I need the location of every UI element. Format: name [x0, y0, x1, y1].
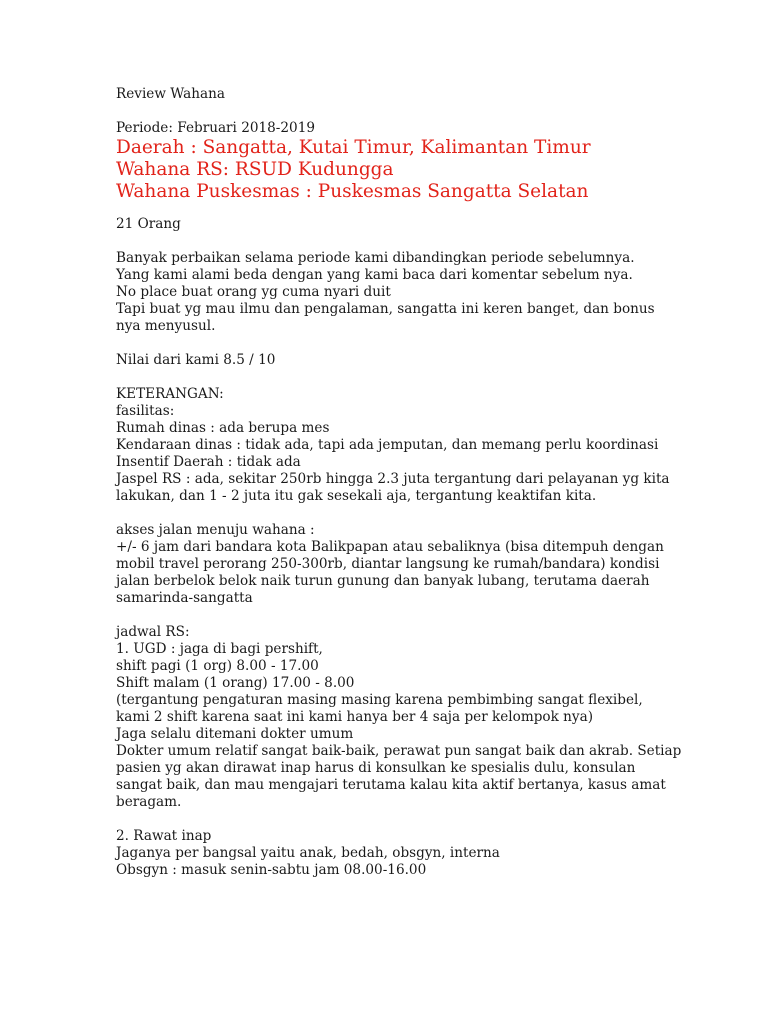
daerah-line: Daerah : Sangatta, Kutai Timur, Kalimantan Timur	[116, 137, 591, 158]
document-body	[116, 86, 716, 879]
text-line: jalan berbelok belok naik turun gunung dan banyak lubang, terutama daerah	[116, 573, 650, 589]
periode-line: Periode: Februari 2018-2019	[116, 120, 316, 136]
text-line: Shift malam (1 orang) 17.00 - 8.00	[116, 675, 355, 691]
jumlah-line: 21 Orang	[116, 216, 181, 232]
text-line: shift pagi (1 org) 8.00 - 17.00	[116, 658, 319, 674]
text-line: Jaspel RS : ada, sekitar 250rb hingga 2.3 juta tergantung dari pelayanan yg kita	[116, 471, 670, 487]
wahana-rs-line: Wahana RS: RSUD Kudungga	[116, 159, 394, 180]
text-line: Obsgyn : masuk senin-sabtu jam 08.00-16.00	[116, 862, 427, 878]
text-line: +/- 6 jam dari bandara kota Balikpapan atau sebaliknya (bisa ditempuh dengan	[116, 539, 664, 555]
section-keterangan	[116, 386, 716, 505]
text-line: lakukan, dan 1 - 2 juta itu gak sesekali aja, tergantung keaktifan kita.	[116, 488, 597, 504]
text-line: samarinda-sangatta	[116, 590, 253, 606]
wahana-puskesmas-line: Wahana Puskesmas : Puskesmas Sangatta Selatan	[116, 181, 589, 202]
text-line: Insentif Daerah : tidak ada	[116, 454, 301, 470]
nilai-line: Nilai dari kami 8.5 / 10	[116, 352, 276, 368]
paragraph-perbaikan	[116, 250, 716, 335]
text-line: 1. UGD : jaga di bagi pershift,	[116, 641, 323, 657]
section-rawat-inap	[116, 828, 716, 879]
text-line: Dokter umum relatif sangat baik-baik, perawat pun sangat baik dan akrab. Setiap	[116, 743, 682, 759]
text-line: sangat baik, dan mau mengajari terutama kalau kita aktif bertanya, kasus amat	[116, 777, 666, 793]
section-heading: KETERANGAN:	[116, 386, 224, 402]
section-jadwal	[116, 624, 716, 811]
text-line: (tergantung pengaturan masing masing karena pembimbing sangat flexibel,	[116, 692, 643, 708]
section-heading: jadwal RS:	[116, 624, 190, 640]
text-line: No place buat orang yg cuma nyari duit	[116, 284, 391, 300]
text-line: Banyak perbaikan selama periode kami dibandingkan periode sebelumnya.	[116, 250, 635, 266]
document-title: Review Wahana	[116, 86, 225, 102]
text-line: Jaganya per bangsal yaitu anak, bedah, obsgyn, interna	[116, 845, 500, 861]
text-line: kami 2 shift karena saat ini kami hanya ber 4 saja per kelompok nya)	[116, 709, 594, 725]
text-line: nya menyusul.	[116, 318, 216, 334]
text-line: Tapi buat yg mau ilmu dan pengalaman, sangatta ini keren banget, dan bonus	[116, 301, 655, 317]
text-line: Rumah dinas : ada berupa mes	[116, 420, 330, 436]
text-line: beragam.	[116, 794, 182, 810]
section-akses	[116, 522, 716, 607]
text-line: fasilitas:	[116, 403, 175, 419]
section-heading: 2. Rawat inap	[116, 828, 212, 844]
text-line: mobil travel perorang 250-300rb, diantar langsung ke rumah/bandara) kondisi	[116, 556, 660, 572]
text-line: Kendaraan dinas : tidak ada, tapi ada jemputan, dan memang perlu koordinasi	[116, 437, 659, 453]
text-line: pasien yg akan dirawat inap harus di konsulkan ke spesialis dulu, konsulan	[116, 760, 636, 776]
section-heading: akses jalan menuju wahana :	[116, 522, 315, 538]
text-line: Yang kami alami beda dengan yang kami baca dari komentar sebelum nya.	[116, 267, 633, 283]
text-line: Jaga selalu ditemani dokter umum	[116, 726, 354, 742]
